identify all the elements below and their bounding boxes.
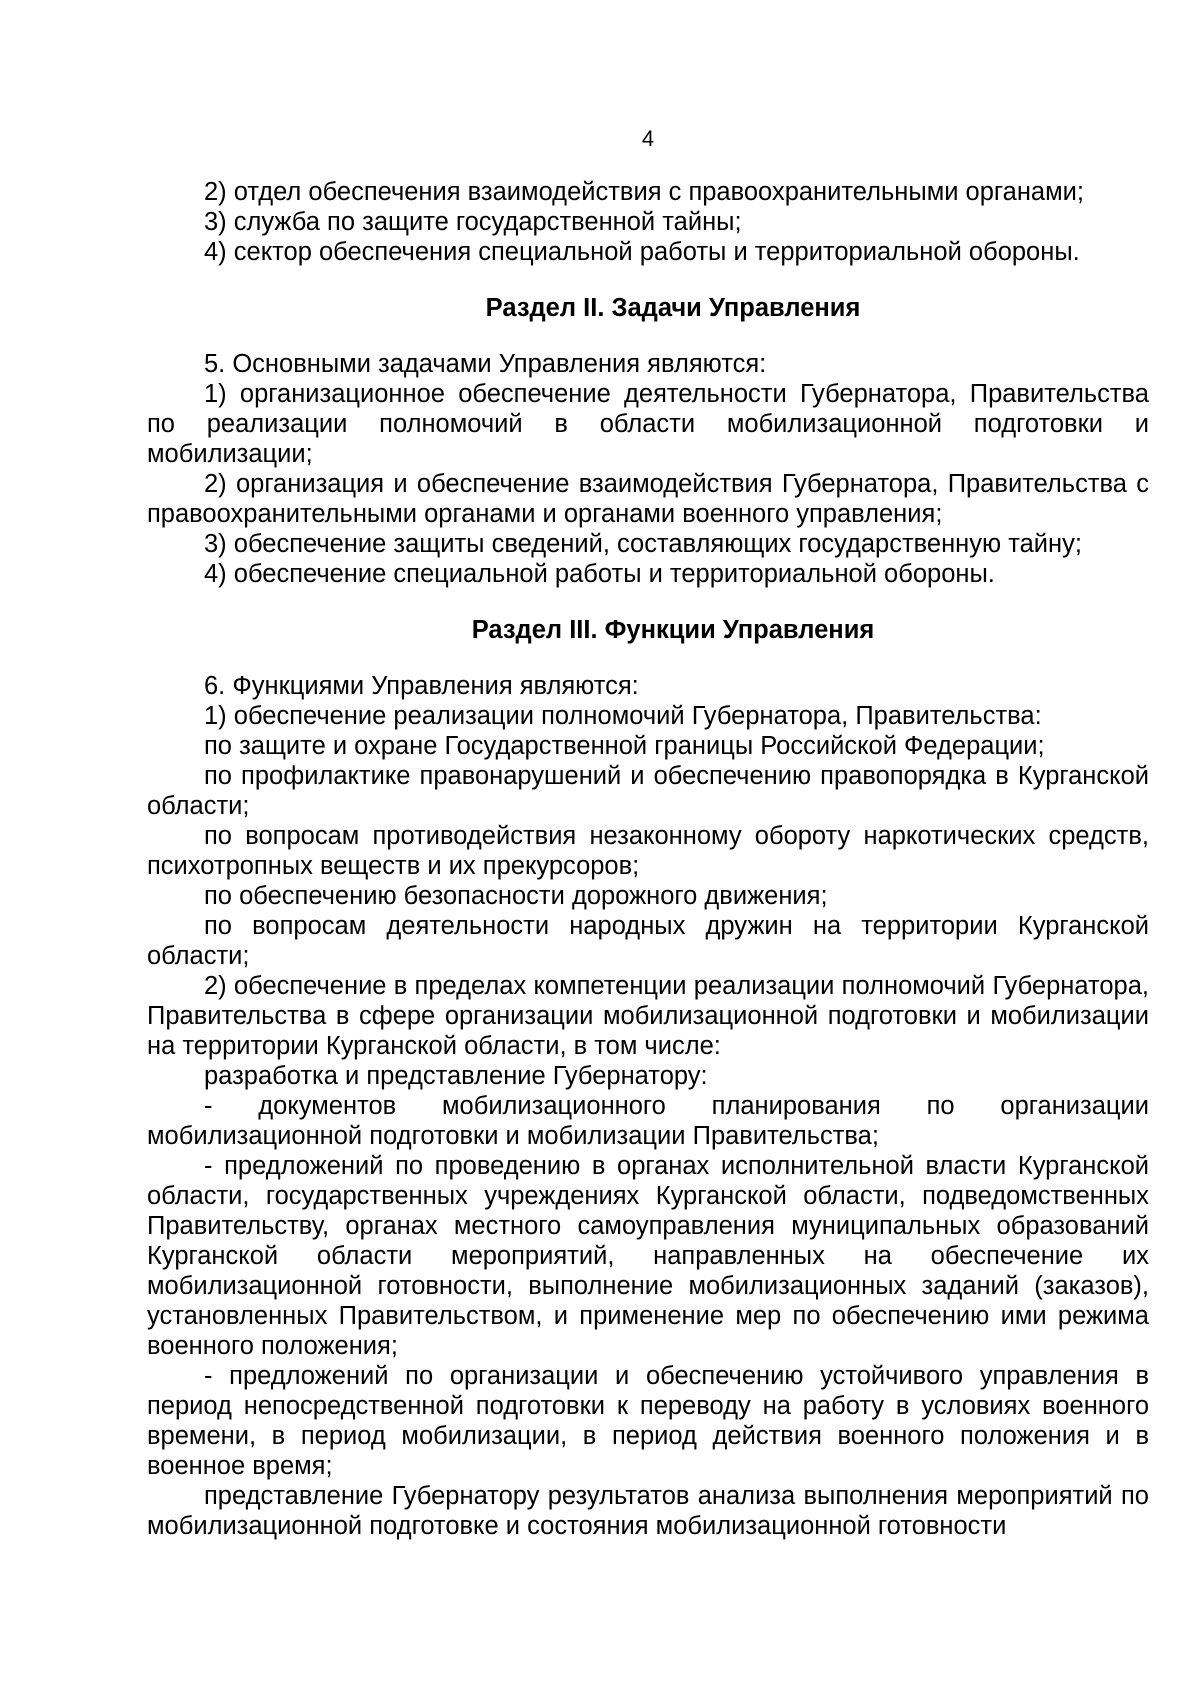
section-heading: Раздел II. Задачи Управления (485, 294, 861, 322)
list-item: по вопросам противодействия незаконному обороту наркотических средств, психотропных веществ и их прекурсоров; (147, 822, 1149, 880)
list-item: 4) обеспечение специальной работы и территориальной обороны. (204, 560, 995, 588)
paragraph: 1) обеспечение реализации полномочий Губернатора, Правительства: (204, 702, 1042, 730)
section-intro: 6. Функциями Управления являются: (204, 672, 639, 700)
list-item: 1) организационное обеспечение деятельности Губернатора, Правительства по реализации полномочий в области мобилизационной подготовки и мобилизации; (147, 380, 1149, 468)
list-item: 2) организация и обеспечение взаимодействия Губернатора, Правительства с правоохранительными органами и органами военного управления; (147, 470, 1149, 528)
dash-item: - предложений по организации и обеспечению устойчивого управления в период непосредственной подготовки к переводу на работу в условиях военного времени, в период мобилизации, в период действия военного положения и в военное время; (147, 1362, 1149, 1480)
section-intro: 5. Основными задачами Управления являются: (204, 350, 767, 378)
paragraph: представление Губернатору результатов анализа выполнения мероприятий по мобилизационной подготовке и состояния мобилизационной готовности (147, 1482, 1149, 1540)
list-item: по защите и охране Государственной границы Российской Федерации; (204, 732, 1045, 760)
list-item: 4) сектор обеспечения специальной работы и территориальной обороны. (204, 238, 1080, 266)
list-item: по профилактике правонарушений и обеспечению правопорядка в Курганской области; (147, 762, 1149, 820)
list-item: 3) обеспечение защиты сведений, составляющих государственную тайну; (204, 530, 1082, 558)
paragraph: 2) обеспечение в пределах компетенции реализации полномочий Губернатора, Правительства в сфере организации мобилизационной подготовки и мобилизации на территории Курганской области, в том числе: (147, 972, 1149, 1060)
paragraph: разработка и представление Губернатору: (204, 1062, 708, 1090)
list-item: 3) служба по защите государственной тайны; (204, 208, 742, 236)
document-body (147, 177, 1149, 1541)
dash-item: - документов мобилизационного планирования по организации мобилизационной подготовки и мобилизации Правительства; (147, 1092, 1149, 1150)
page-number: 4 (641, 126, 655, 151)
dash-item: - предложений по проведению в органах исполнительной власти Курганской области, государственных учреждениях Курганской области, подведомственных Правительству, органах местного самоуправления муниципальных образований Курганской области мероприятий, направленных на обеспечение их мобилизационной готовности, выполнение мобилизационных заданий (заказов), установленных Правительством, и применение мер по обеспечению ими режима военного положения; (147, 1152, 1149, 1360)
list-item: 2) отдел обеспечения взаимодействия с правоохранительными органами; (204, 178, 1084, 206)
section-heading: Раздел III. Функции Управления (471, 616, 875, 644)
list-item: по вопросам деятельности народных дружин на территории Курганской области; (147, 912, 1149, 970)
list-item: по обеспечению безопасности дорожного движения; (204, 882, 828, 910)
